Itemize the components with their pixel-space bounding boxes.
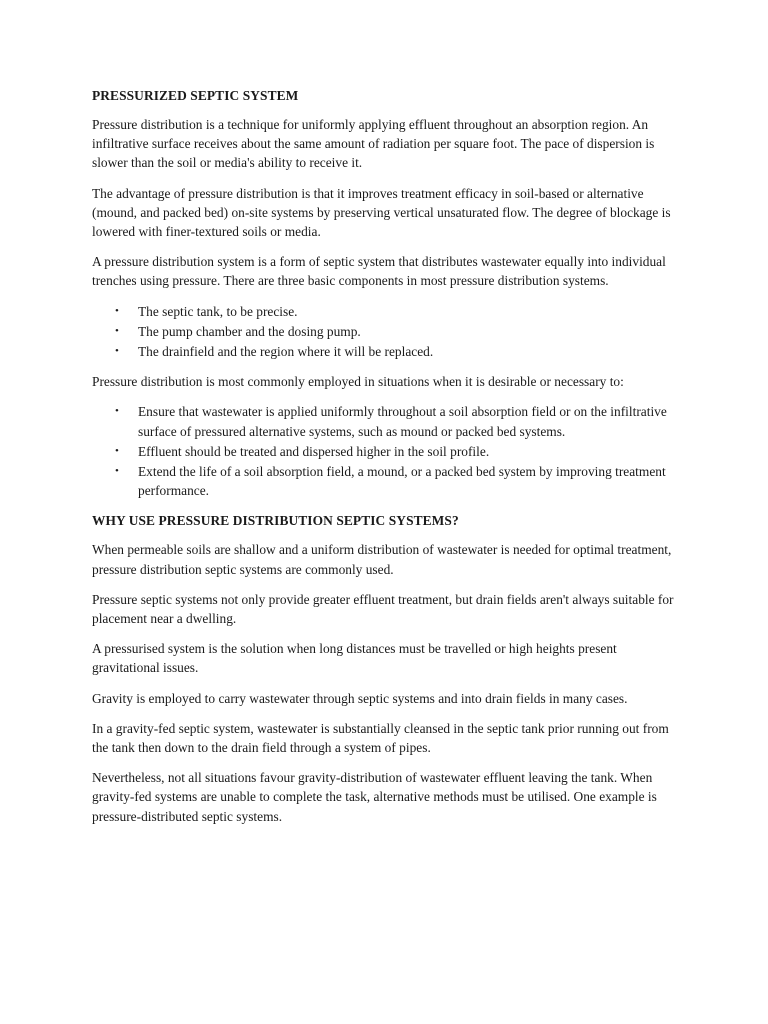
paragraph: A pressure distribution system is a form of septic system that distributes wastewater equally into individual trenches using pressure. There are three basic components in most pressure distribution systems.: [92, 254, 666, 289]
paragraph: Gravity is employed to carry wastewater through septic systems and into drain fields in many cases.: [92, 690, 628, 706]
paragraph: Pressure distribution is most commonly employed in situations when it is desirable or necessary to:: [92, 374, 624, 390]
paragraph: Pressure distribution is a technique for uniformly applying effluent throughout an absorption region. An infiltrative surface receives about the same amount of radiation per square foot. The pace of dispersion is slower than the soil or media's ability to receive it.: [92, 117, 655, 171]
paragraph: Nevertheless, not all situations favour gravity-distribution of wastewater effluent leaving the tank. When gravity-fed systems are unable to complete the task, alternative methods must be utilised. One example is pressure-distributed septic systems.: [92, 770, 657, 824]
bullet-icon: •: [115, 444, 119, 457]
list-item-text: Effluent should be treated and dispersed higher in the soil profile.: [138, 443, 490, 459]
list-item: [115, 322, 684, 341]
bullet-icon: •: [115, 405, 119, 418]
paragraph: In a gravity-fed septic system, wastewater is substantially cleansed in the septic tank prior running out from the tank then down to the drain field through a system of pipes.: [92, 720, 669, 756]
bullet-icon: •: [115, 465, 119, 478]
list-item: [115, 402, 684, 440]
document-title: PRESSURIZED SEPTIC SYSTEM: [92, 88, 299, 103]
components-list: [92, 302, 684, 362]
list-item: [115, 342, 684, 361]
paragraph: When permeable soils are shallow and a uniform distribution of wastewater is needed for optimal treatment, pressure distribution septic systems are commonly used.: [92, 542, 672, 577]
bullet-icon: •: [115, 304, 119, 317]
bullet-icon: •: [115, 324, 119, 337]
list-item-text: The septic tank, to be precise.: [138, 303, 298, 319]
section-heading: WHY USE PRESSURE DISTRIBUTION SEPTIC SYSTEMS?: [92, 513, 459, 529]
list-item-text: The drainfield and the region where it will be replaced.: [138, 344, 434, 360]
list-item-text: Ensure that wastewater is applied uniformly throughout a soil absorption field or on the infiltrative surface of pressured alternative systems, such as mound or packed bed systems.: [138, 404, 667, 439]
list-item: [115, 462, 684, 500]
document-page: [92, 86, 684, 837]
list-item: [115, 302, 684, 321]
paragraph: The advantage of pressure distribution is that it improves treatment efficacy in soil-based or alternative (mound, and packed bed) on-site systems by preserving vertical unsaturated flow. The degree of blockage is lowered with finer-textured soils or media.: [92, 185, 671, 240]
list-item-text: The pump chamber and the dosing pump.: [138, 323, 361, 339]
paragraph: Pressure septic systems not only provide greater effluent treatment, but drain fields aren't always suitable for placement near a dwelling.: [92, 591, 674, 627]
list-item-text: Extend the life of a soil absorption field, a mound, or a packed bed system by improving treatment performance.: [138, 464, 666, 499]
bullet-icon: •: [115, 345, 119, 358]
paragraph: A pressurised system is the solution when long distances must be travelled or high heights present gravitational issues.: [92, 641, 617, 676]
usage-list: [92, 402, 684, 500]
list-item: [115, 442, 684, 461]
